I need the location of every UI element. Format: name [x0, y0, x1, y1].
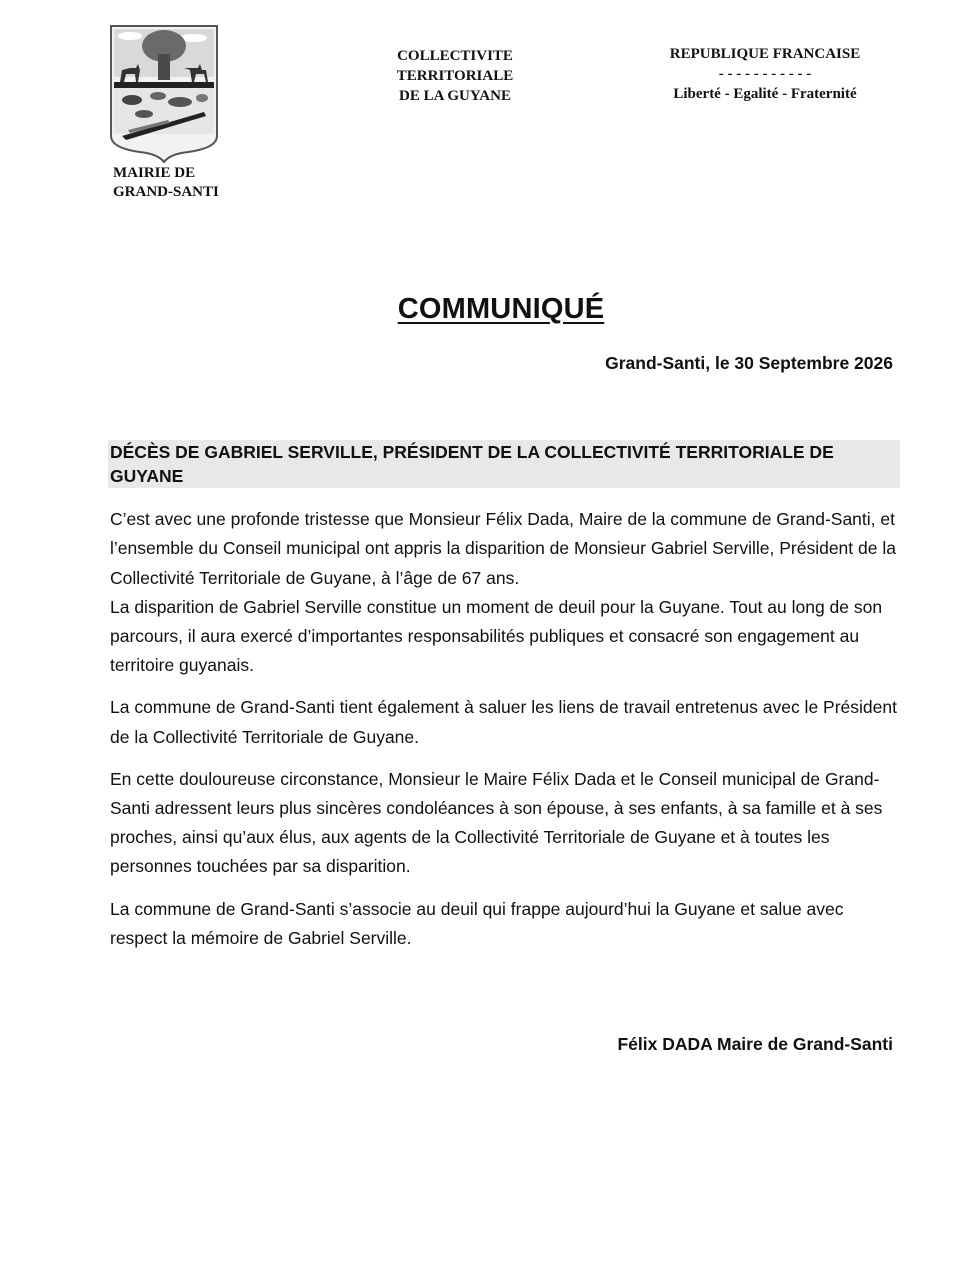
republique-separator: - - - - - - - - - - - [718, 66, 812, 82]
paragraph-1: C’est avec une profonde tristesse que Monsieur Félix Dada, Maire de la commune de Grand-Santi, et l’ensemble du Conseil municipal ont appris la disparition de Monsieur Gabriel Serville, Président de la Collectivité Territoriale de Guyane, à l’âge de 67 ans. [110, 509, 896, 588]
paragraph-3: La commune de Grand-Santi tient également à saluer les liens de travail entretenus avec le Président de la Collectivité Territoriale de Guyane. [110, 697, 897, 747]
document-title: COMMUNIQUÉ [397, 293, 605, 325]
collectivite-line-3: DE LA GUYANE [399, 88, 511, 104]
mairie-line-2: GRAND-SANTI [113, 184, 219, 200]
document-body [110, 440, 900, 953]
signature: Félix DADA Maire de Grand-Santi [617, 1034, 893, 1054]
paragraph-4: En cette douloureuse circonstance, Monsieur le Maire Félix Dada et le Conseil municipal de Grand-Santi adressent leurs plus sincères condoléances à son épouse, à ses enfants, à sa famille et à ses proches, ainsi qu’aux élus, aux agents de la Collectivité Territoriale de Guyane et à toutes les personnes touchées par sa disparition. [110, 768, 883, 877]
collectivite-line-2: TERRITORIALE [396, 68, 514, 84]
paragraph-5: La commune de Grand-Santi s’associe au deuil qui frappe aujourd’hui la Guyane et salue avec respect la mémoire de Gabriel Serville. [110, 898, 844, 948]
collectivite-header [380, 46, 530, 106]
republique-line-1: REPUBLIQUE FRANCAISE [669, 46, 861, 62]
paragraph-2: La disparition de Gabriel Serville constitue un moment de deuil pour la Guyane. Tout au long de son parcours, il aura exercé d’importantes responsabilités publiques et consacré son engagement au territoire guyanais. [110, 596, 883, 676]
mairie-label [113, 164, 243, 202]
date-line: Grand-Santi, le 30 Septembre 2026 [605, 353, 893, 373]
municipal-coat-of-arms-icon [108, 24, 220, 164]
announcement-heading: DÉCÈS DE GABRIEL SERVILLE, PRÉSIDENT DE LA COLLECTIVITÉ TERRITORIALE DE GUYANE [108, 440, 900, 488]
republique-header [650, 44, 880, 104]
collectivite-line-1: COLLECTIVITE [397, 48, 513, 64]
mairie-line-1: MAIRIE DE [113, 165, 196, 181]
republique-motto: Liberté - Egalité - Fraternité [673, 86, 857, 102]
